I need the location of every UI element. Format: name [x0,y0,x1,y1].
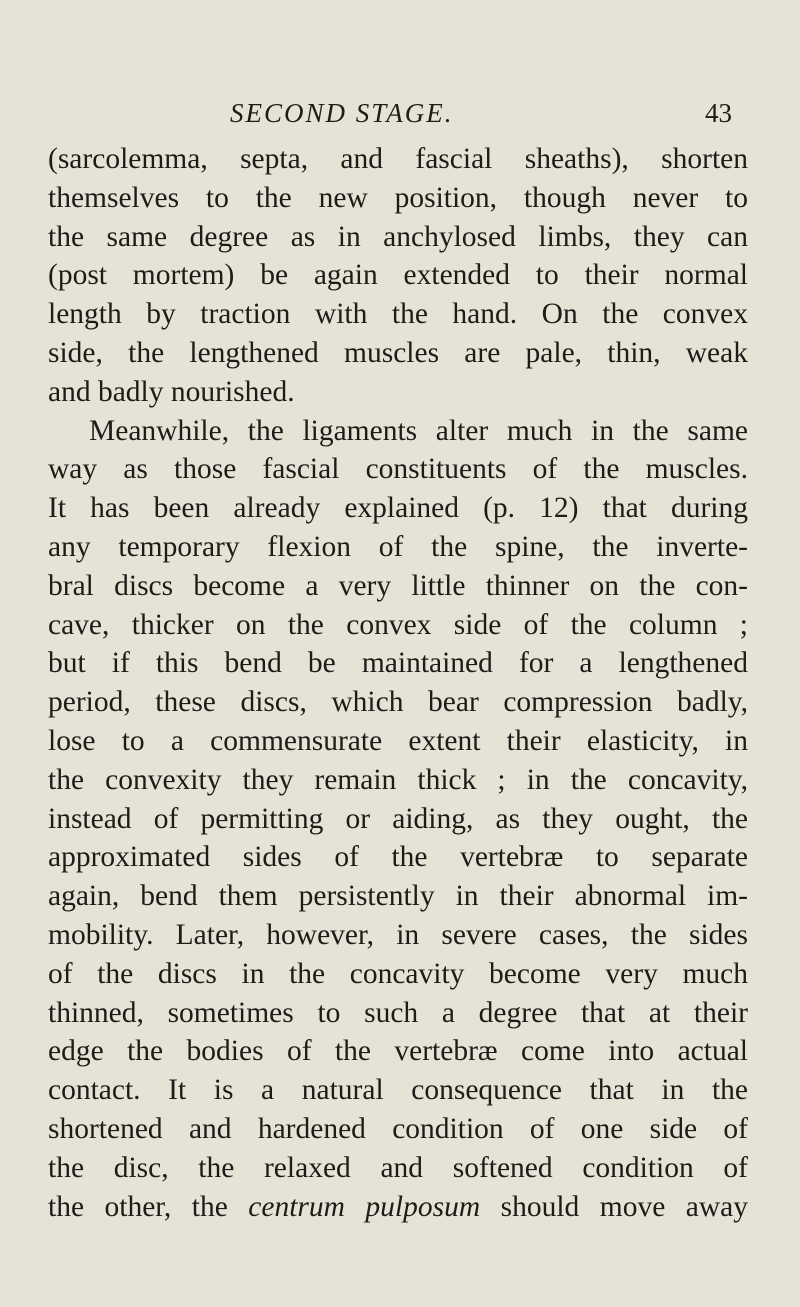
body-text [48,140,748,1226]
final-line-start: the other, the [48,1190,249,1223]
text-line: the convexity they remain thick ; in the concavity, [48,763,748,796]
page-number: 43 [705,98,732,128]
text-line: cave, thicker on the convex side of the column ; [48,608,748,641]
text-line: way as those fascial constituents of the muscles. [48,453,748,486]
text-line: side, the lengthened muscles are pale, thin, weak [48,336,748,369]
running-head [0,98,800,138]
text-line: length by traction with the hand. On the convex [48,298,748,331]
text-line: (post mortem) be again extended to their normal [48,259,748,292]
text-line: the same degree as in anchylosed limbs, they can [48,220,748,253]
text-line: any temporary flexion of the spine, the inverte- [48,530,748,563]
text-line: again, bend them persistently in their abnormal im- [48,880,748,913]
running-title: SECOND STAGE. [230,98,454,128]
text-line: mobility. Later, however, in severe cases, the sides [48,918,748,951]
text-line: of the discs in the concavity become very much [48,957,748,990]
paragraph-start-line: Meanwhile, the ligaments alter much in the same [89,414,748,447]
text-line: It has been already explained (p. 12) that during [48,492,748,525]
text-line: contact. It is a natural consequence that in the [48,1074,748,1107]
text-line: instead of permitting or aiding, as they ought, the [48,802,748,835]
text-line: but if this bend be maintained for a lengthened [48,647,748,680]
italic-term: centrum pulposum [248,1190,481,1223]
text-line: and badly nourished. [48,375,295,408]
text-line: the disc, the relaxed and softened condition of [48,1151,748,1184]
text-line: edge the bodies of the vertebræ come into actual [48,1035,748,1068]
final-text-line [48,1188,748,1227]
final-line-end: should move away [480,1190,748,1223]
text-line: period, these discs, which bear compression badly, [48,686,748,719]
text-line: approximated sides of the vertebræ to separate [48,841,748,874]
text-line: themselves to the new position, though never to [48,181,748,214]
text-line: shortened and hardened condition of one side of [48,1112,748,1145]
text-line: thinned, sometimes to such a degree that at their [48,996,748,1029]
text-line: lose to a commensurate extent their elasticity, in [48,724,748,757]
text-line: (sarcolemma, septa, and fascial sheaths), shorten [48,143,748,175]
text-line: bral discs become a very little thinner on the con- [48,569,748,602]
